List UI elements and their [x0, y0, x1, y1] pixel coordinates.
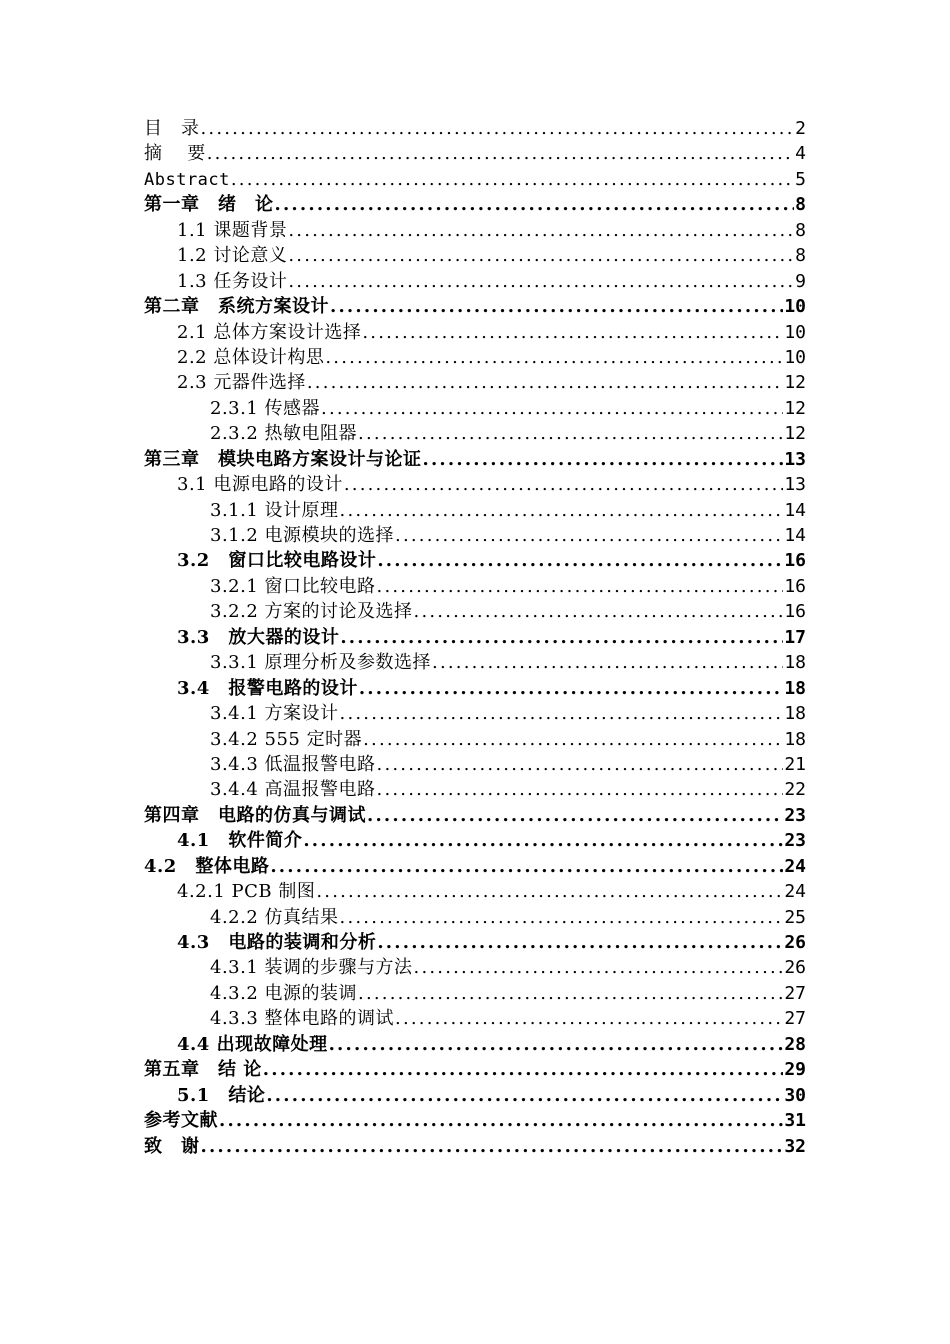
toc-entry[interactable] — [144, 1006, 806, 1031]
toc-entry[interactable] — [144, 523, 806, 548]
toc-entry[interactable] — [144, 676, 806, 701]
toc-entry[interactable] — [144, 879, 806, 904]
toc-dot-leader — [377, 574, 784, 599]
toc-entry-page-number: 32 — [784, 1135, 806, 1157]
toc-entry-title: 参考文献 — [144, 1110, 218, 1132]
toc-dot-leader — [201, 1134, 784, 1159]
toc-entry-page-number: 14 — [784, 525, 806, 546]
toc-entry-title: 3.4.4 高温报警电路 — [210, 779, 376, 801]
toc-entry[interactable] — [144, 599, 806, 624]
toc-entry-page-number: 8 — [795, 219, 806, 241]
toc-entry-title: 第二章 系统方案设计 — [144, 296, 329, 318]
toc-entry[interactable] — [144, 498, 806, 523]
toc-entry[interactable] — [144, 345, 806, 370]
toc-entry-title: 2.2 总体设计构思 — [177, 346, 325, 368]
toc-dot-leader — [340, 905, 784, 930]
toc-entry[interactable] — [144, 777, 806, 802]
toc-entry-page-number: 18 — [784, 652, 806, 674]
toc-entry[interactable] — [144, 447, 806, 472]
toc-entry[interactable] — [144, 116, 806, 141]
toc-entry[interactable] — [144, 828, 806, 853]
toc-dot-leader — [275, 192, 795, 217]
toc-entry[interactable] — [144, 396, 806, 421]
toc-entry-title: 3.2 窗口比较电路设计 — [177, 550, 377, 572]
toc-dot-leader — [288, 269, 794, 294]
toc-entry[interactable] — [144, 243, 806, 268]
toc-entry-page-number: 13 — [784, 448, 806, 470]
toc-dot-leader — [395, 1006, 783, 1031]
toc-entry[interactable] — [144, 981, 806, 1006]
toc-dot-leader — [231, 167, 794, 192]
toc-entry-page-number: 24 — [784, 855, 806, 877]
toc-dot-leader — [307, 370, 783, 395]
toc-entry-page-number: 16 — [784, 550, 806, 572]
toc-dot-leader — [395, 523, 783, 548]
toc-entry[interactable] — [144, 701, 806, 726]
toc-entry-page-number: 17 — [784, 626, 806, 648]
toc-dot-leader — [340, 498, 784, 523]
toc-entry[interactable] — [144, 141, 806, 166]
toc-dot-leader — [288, 218, 794, 243]
toc-entry[interactable] — [144, 1083, 806, 1108]
toc-entry[interactable] — [144, 625, 806, 650]
toc-dot-leader — [367, 803, 783, 828]
toc-dot-leader — [288, 243, 794, 268]
toc-entry[interactable] — [144, 803, 806, 828]
toc-entry[interactable] — [144, 930, 806, 955]
toc-entry-title: 3.2.1 窗口比较电路 — [210, 575, 376, 597]
toc-entry-page-number: 18 — [784, 703, 806, 725]
toc-entry[interactable] — [144, 1134, 806, 1159]
toc-entry-title: 摘 要 — [144, 143, 206, 165]
toc-entry-page-number: 27 — [784, 1008, 806, 1030]
toc-entry-title: 2.3.1 传感器 — [210, 397, 321, 419]
toc-entry-title: 4.4 出现故障处理 — [177, 1033, 328, 1055]
toc-dot-leader — [423, 447, 784, 472]
toc-entry-title: 目 录 — [144, 118, 200, 139]
toc-entry-title: 4.2.1 PCB 制图 — [177, 881, 316, 903]
toc-dot-leader — [358, 421, 783, 446]
toc-entry-page-number: 25 — [784, 906, 806, 928]
toc-entry[interactable] — [144, 370, 806, 395]
toc-entry[interactable] — [144, 854, 806, 879]
toc-entry-title: 3.4.1 方案设计 — [210, 703, 339, 725]
toc-dot-leader — [270, 854, 783, 879]
toc-entry-page-number: 10 — [784, 346, 806, 368]
toc-entry-title: 4.1 软件简介 — [177, 830, 303, 852]
toc-dot-leader — [207, 141, 794, 166]
toc-dot-leader — [303, 828, 783, 853]
toc-dot-leader — [340, 701, 784, 726]
toc-entry[interactable] — [144, 421, 806, 446]
toc-entry-page-number: 13 — [784, 474, 806, 496]
toc-entry-title: 3.1 电源电路的设计 — [177, 474, 343, 496]
toc-entry[interactable] — [144, 472, 806, 497]
toc-entry[interactable] — [144, 955, 806, 980]
toc-dot-leader — [414, 599, 784, 624]
toc-entry-page-number: 16 — [784, 601, 806, 623]
toc-entry-page-number: 2 — [795, 118, 806, 139]
toc-entry[interactable] — [144, 269, 806, 294]
toc-dot-leader — [321, 396, 783, 421]
toc-entry-title: 4.2.2 仿真结果 — [210, 906, 339, 928]
toc-entry-title: 3.3 放大器的设计 — [177, 626, 340, 648]
toc-entry-title: 1.1 课题背景 — [177, 219, 288, 241]
toc-entry-title: 5.1 结论 — [177, 1084, 266, 1106]
toc-entry[interactable] — [144, 1032, 806, 1057]
toc-entry-page-number: 23 — [784, 804, 806, 826]
toc-entry-title: 3.1.2 电源模块的选择 — [210, 525, 395, 546]
toc-entry-page-number: 29 — [784, 1059, 806, 1081]
toc-entry-title: 3.2.2 方案的讨论及选择 — [210, 601, 413, 623]
toc-dot-leader — [325, 345, 783, 370]
toc-entry-title: 4.2 整体电路 — [144, 855, 270, 877]
toc-entry-page-number: 12 — [784, 397, 806, 419]
toc-entry-page-number: 14 — [784, 499, 806, 521]
toc-entry-title: 3.3.1 原理分析及参数选择 — [210, 652, 432, 674]
toc-entry-page-number: 30 — [784, 1084, 806, 1106]
toc-dot-leader — [362, 320, 783, 345]
toc-entry-page-number: 8 — [795, 245, 806, 267]
toc-entry-page-number: 10 — [784, 296, 806, 318]
toc-entry-title: 1.2 讨论意义 — [177, 245, 288, 267]
toc-entry[interactable] — [144, 218, 806, 243]
toc-entry-title: 4.3.1 装调的步骤与方法 — [210, 957, 413, 979]
toc-entry-title: 3.1.1 设计原理 — [210, 499, 339, 521]
toc-entry-page-number: 23 — [784, 830, 806, 852]
toc-dot-leader — [330, 294, 783, 319]
toc-entry-title: 2.3 元器件选择 — [177, 372, 306, 394]
toc-entry-page-number: 16 — [784, 575, 806, 597]
toc-entry-page-number: 18 — [784, 728, 806, 750]
toc-entry-page-number: 24 — [784, 881, 806, 903]
toc-entry-page-number: 12 — [784, 372, 806, 394]
table-of-contents — [144, 116, 806, 1159]
toc-entry[interactable] — [144, 1108, 806, 1133]
toc-entry-title: 第三章 模块电路方案设计与论证 — [144, 448, 422, 470]
toc-entry[interactable] — [144, 294, 806, 319]
toc-dot-leader — [363, 727, 783, 752]
toc-entry[interactable] — [144, 1057, 806, 1082]
toc-dot-leader — [432, 650, 783, 675]
toc-entry-title: 3.4.2 555 定时器 — [210, 728, 363, 750]
toc-entry[interactable] — [144, 574, 806, 599]
toc-entry-page-number: 21 — [784, 753, 806, 775]
toc-entry-page-number: 18 — [784, 677, 806, 699]
toc-dot-leader — [263, 1057, 784, 1082]
toc-entry[interactable] — [144, 727, 806, 752]
toc-entry-page-number: 10 — [784, 321, 806, 343]
toc-entry[interactable] — [144, 650, 806, 675]
toc-entry[interactable] — [144, 752, 806, 777]
toc-entry-page-number: 28 — [784, 1033, 806, 1055]
toc-entry-title: 致 谢 — [144, 1135, 200, 1157]
toc-dot-leader — [316, 879, 783, 904]
toc-dot-leader — [359, 676, 783, 701]
toc-entry-title: 2.3.2 热敏电阻器 — [210, 423, 358, 445]
toc-entry-page-number: 22 — [784, 779, 806, 801]
toc-entry[interactable] — [144, 320, 806, 345]
toc-entry-title: 4.3.2 电源的装调 — [210, 982, 358, 1004]
toc-dot-leader — [377, 777, 784, 802]
toc-entry-page-number: 5 — [795, 168, 806, 190]
toc-entry-page-number: 12 — [784, 423, 806, 445]
toc-dot-leader — [377, 930, 783, 955]
toc-entry-title: 3.4.3 低温报警电路 — [210, 753, 376, 775]
toc-dot-leader — [344, 472, 783, 497]
toc-entry-title: 第四章 电路的仿真与调试 — [144, 804, 366, 826]
toc-dot-leader — [358, 981, 783, 1006]
toc-entry-title: 4.3.3 整体电路的调试 — [210, 1008, 395, 1030]
toc-entry-page-number: 27 — [784, 982, 806, 1004]
toc-entry-title: 2.1 总体方案设计选择 — [177, 321, 362, 343]
toc-dot-leader — [377, 548, 783, 573]
toc-dot-leader — [201, 116, 795, 141]
toc-entry-title: 4.3 电路的装调和分析 — [177, 932, 377, 953]
toc-entry-page-number: 4 — [795, 143, 806, 165]
toc-entry-title: Abstract — [144, 169, 230, 190]
toc-entry-page-number: 26 — [784, 957, 806, 979]
toc-entry-title: 第五章 结 论 — [144, 1059, 262, 1081]
toc-entry[interactable] — [144, 905, 806, 930]
toc-dot-leader — [414, 955, 784, 980]
toc-entry-title: 1.3 任务设计 — [177, 270, 288, 292]
toc-entry[interactable] — [144, 192, 806, 217]
toc-entry-page-number: 26 — [784, 932, 806, 953]
toc-dot-leader — [266, 1083, 783, 1108]
toc-entry-title: 第一章 绪 论 — [144, 194, 274, 216]
toc-entry-page-number: 31 — [784, 1110, 806, 1132]
toc-entry-page-number: 8 — [795, 194, 806, 216]
toc-dot-leader — [340, 625, 783, 650]
toc-dot-leader — [377, 752, 784, 777]
toc-entry-title: 3.4 报警电路的设计 — [177, 677, 358, 699]
toc-entry-page-number: 9 — [795, 270, 806, 292]
toc-dot-leader — [219, 1108, 783, 1133]
toc-entry[interactable] — [144, 548, 806, 573]
toc-dot-leader — [329, 1032, 784, 1057]
toc-entry[interactable] — [144, 167, 806, 192]
